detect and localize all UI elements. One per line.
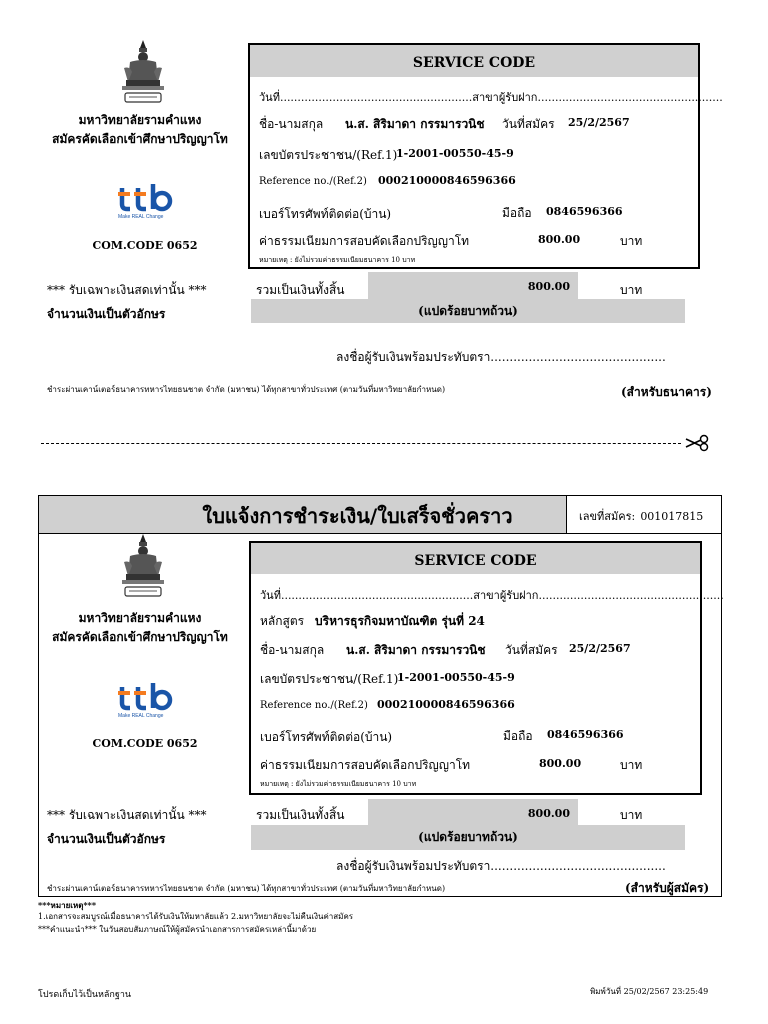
- pay-at-note-2: ชำระผ่านเคาน์เตอร์ธนาคารทหารไทยธนชาต จำกัด (มหาชน) ได้ทุกสาขาทั่วประเทศ (ตามวันที่มหาวิทยาลัยกำหนด): [47, 884, 446, 893]
- ref1-label-2: เลขบัตรประชาชน/(Ref.1): [260, 672, 399, 686]
- ttb-slogan: Make REAL Change: [118, 214, 164, 220]
- fee-label-2: ค่าธรรมเนียมการสอบคัดเลือกปริญญาโท: [260, 758, 471, 772]
- fee-note: หมายเหตุ : ยังไม่รวมค่าธรรมเนียมธนาคาร 10 บาท: [259, 256, 416, 264]
- total-currency: บาท: [620, 283, 643, 297]
- mobile-label-2: มือถือ: [503, 729, 533, 743]
- university-name-2: มหาวิทยาลัยรามคำแหง: [78, 611, 202, 625]
- name-label-2: ชื่อ-นามสกุล: [260, 643, 325, 657]
- total-field-2: [368, 799, 578, 825]
- cash-only-note-2: *** รับเฉพาะเงินสดเท่านั้น ***: [47, 808, 207, 822]
- fee-value: 800.00: [538, 233, 581, 246]
- ref2-label-2: Reference no./(Ref.2): [260, 700, 368, 711]
- signature-line-2: ลงชื่อผู้รับเงินพร้อมประทับตรา..............................................: [336, 859, 666, 873]
- cash-only-note: *** รับเฉพาะเงินสดเท่านั้น ***: [47, 283, 207, 297]
- fee-currency-2: บาท: [620, 758, 643, 772]
- apply-date-label-2: วันที่สมัคร: [505, 643, 558, 657]
- university-subtitle-2: สมัครคัดเลือกเข้าศึกษาปริญญาโท: [52, 630, 228, 644]
- amount-words-field: [251, 299, 685, 323]
- keep-as-evidence: โปรดเก็บไว้เป็นหลักฐาน: [38, 990, 132, 1000]
- total-label: รวมเป็นเงินทั้งสิ้น: [256, 283, 345, 297]
- scissors-icon: [684, 434, 710, 452]
- service-code-box-top: [248, 43, 723, 269]
- phone-label: เบอร์โทรศัพท์ติดต่อ(บ้าน): [259, 207, 392, 221]
- notes-heading: ***หมายเหตุ***: [38, 900, 97, 910]
- printed-timestamp: พิมพ์วันที่ 25/02/2567 23:25:49: [590, 987, 709, 996]
- ttb-slogan-2: Make REAL Change: [118, 713, 164, 719]
- program-label: หลักสูตร: [260, 614, 305, 628]
- ttb-logo-2: [118, 681, 174, 719]
- apply-date-value-2: 25/2/2567: [569, 642, 631, 655]
- applicant-no-label: เลขที่สมัคร:: [579, 510, 636, 523]
- fee-label: ค่าธรรมเนียมการสอบคัดเลือกปริญญาโท: [259, 234, 470, 248]
- applicant-no-value: 001017815: [640, 510, 704, 523]
- total-value-2: 800.00: [527, 807, 570, 820]
- university-name: มหาวิทยาลัยรามคำแหง: [78, 113, 202, 127]
- com-code: COM.CODE 0652: [92, 239, 198, 252]
- ref2-value: 000210000846596366: [378, 174, 516, 187]
- mobile-value-2: 0846596366: [547, 728, 624, 741]
- university-subtitle: สมัครคัดเลือกเข้าศึกษาปริญญาโท: [52, 132, 228, 146]
- notes-line2: ***คำแนะนำ*** ในวันสอบสัมภาษณ์ให้ผู้สมัครนำเอกสารการสมัครเหล่านี้มาด้วย: [38, 925, 317, 934]
- apply-date-label: วันที่สมัคร: [502, 117, 555, 131]
- total-value: 800.00: [527, 280, 570, 293]
- receipt-title-bar: [39, 496, 566, 534]
- name-label: ชื่อ-นามสกุล: [259, 117, 324, 131]
- name-value-2: น.ส. สิริมาดา กรรมารวนิช: [346, 643, 486, 657]
- service-code-header-2: SERVICE CODE: [251, 543, 700, 574]
- university-emblem-icon-2: [118, 532, 168, 600]
- applicant-no-cell: [566, 496, 721, 534]
- mobile-value: 0846596366: [546, 205, 623, 218]
- ttb-logo-icon: [118, 182, 174, 212]
- ref1-value-2: 1-2001-00550-45-9: [397, 671, 515, 684]
- cut-line: [41, 443, 681, 444]
- amount-words-label-2: จำนวนเงินเป็นตัวอักษร: [47, 832, 166, 846]
- mobile-label: มือถือ: [502, 206, 532, 220]
- for-applicant-label: (สำหรับผู้สมัคร): [625, 881, 710, 895]
- notes-line1: 1.เอกสารจะสมบูรณ์เมื่อธนาคารได้รับเงินให้มหาลัยแล้ว 2.มหาวิทยาลัยจะไม่คืนเงินค่าสมัคร: [38, 912, 354, 921]
- total-field: [368, 272, 578, 299]
- phone-label-2: เบอร์โทรศัพท์ติดต่อ(บ้าน): [260, 730, 393, 744]
- program-value: บริหารธุรกิจมหาบัณฑิต รุ่นที่ 24: [315, 614, 485, 628]
- ref1-value: 1-2001-00550-45-9: [396, 147, 514, 160]
- service-code-header: SERVICE CODE: [250, 45, 698, 77]
- for-bank-label: (สำหรับธนาคาร): [621, 385, 712, 399]
- date-branch-line: วันที่.......................................................สาขาผู้รับฝาก.....................................................: [259, 91, 723, 104]
- amount-words-value: (แปดร้อยบาทถ้วน): [418, 304, 518, 318]
- pay-at-note: ชำระผ่านเคาน์เตอร์ธนาคารทหารไทยธนชาต จำกัด (มหาชน) ได้ทุกสาขาทั่วประเทศ (ตามวันที่มหาวิทยาลัยกำหนด): [47, 385, 446, 394]
- apply-date-value: 25/2/2567: [568, 116, 630, 129]
- fee-value-2: 800.00: [539, 757, 582, 770]
- com-code-2: COM.CODE 0652: [92, 737, 198, 750]
- ttb-logo: [118, 182, 174, 220]
- amount-words-value-2: (แปดร้อยบาทถ้วน): [418, 830, 518, 844]
- total-currency-2: บาท: [620, 808, 643, 822]
- amount-words-field-2: [251, 825, 685, 850]
- date-branch-line-2: วันที่.......................................................สาขาผู้รับฝาก.....................................................: [260, 589, 724, 602]
- receipt-title: ใบแจ้งการชำระเงิน/ใบเสร็จชั่วคราว: [202, 504, 513, 528]
- ttb-logo-icon-2: [118, 681, 174, 711]
- fee-note-2: หมายเหตุ : ยังไม่รวมค่าธรรมเนียมธนาคาร 10 บาท: [260, 780, 417, 788]
- total-label-2: รวมเป็นเงินทั้งสิ้น: [256, 808, 345, 822]
- signature-line: ลงชื่อผู้รับเงินพร้อมประทับตรา..............................................: [336, 350, 666, 364]
- amount-words-label: จำนวนเงินเป็นตัวอักษร: [47, 307, 166, 321]
- ref2-value-2: 000210000846596366: [377, 698, 515, 711]
- ref2-label: Reference no./(Ref.2): [259, 176, 367, 187]
- university-emblem-icon: [118, 38, 168, 106]
- fee-currency: บาท: [620, 234, 643, 248]
- ref1-label: เลขบัตรประชาชน/(Ref.1): [259, 148, 398, 162]
- service-code-box-bottom: [249, 541, 724, 795]
- name-value: น.ส. สิริมาดา กรรมารวนิช: [345, 117, 485, 131]
